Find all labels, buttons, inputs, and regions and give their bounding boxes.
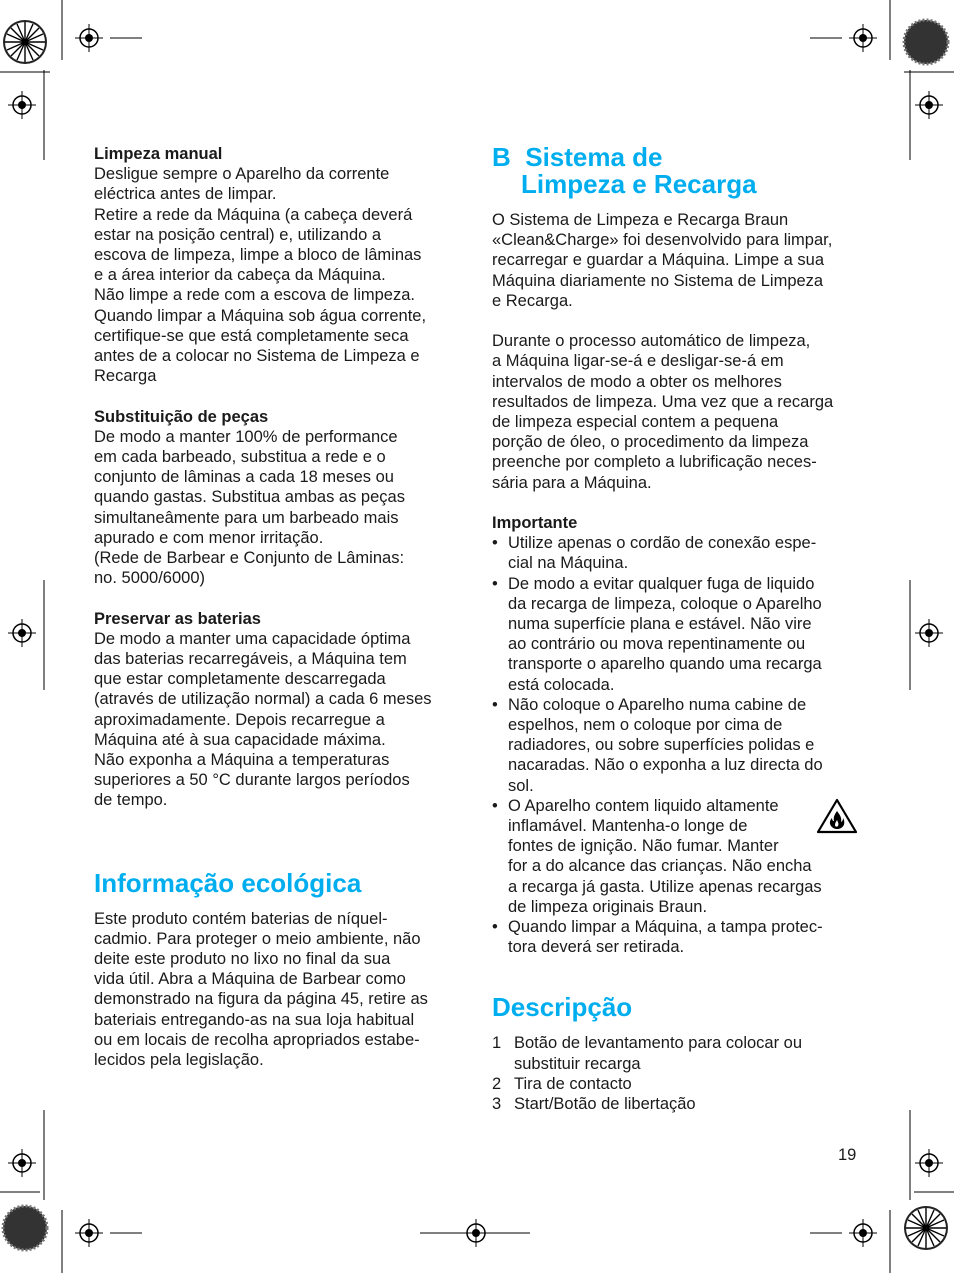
text-line: escova de limpeza, limpe a bloco de lâminas [94, 246, 422, 265]
text-line: está colocada. [508, 675, 615, 694]
text-line: bateriais entregando-as na sua loja habitual [94, 1010, 415, 1029]
text-line: Retire a rede da Máquina (a cabeça deverá [94, 205, 413, 224]
text-line: Quando limpar a Máquina, a tampa protec- [508, 918, 823, 937]
limpeza-manual-text [94, 164, 459, 386]
item-number: 2 [492, 1074, 502, 1093]
text-line: fontes de ignição. Não fumar. Manter [508, 837, 779, 856]
heading-line: Limpeza e Recarga [521, 169, 757, 199]
heading-sistema [492, 144, 858, 198]
text-line: O Aparelho contem liquido altamente [508, 796, 779, 815]
item-number: 3 [492, 1095, 502, 1114]
text-line: eléctrica antes de limpar. [94, 185, 277, 204]
heading-line: B Sistema de [492, 142, 663, 172]
right-column [492, 144, 858, 1114]
text-line: apurado e com menor irritação. [94, 528, 324, 547]
text-line: Não exponha a Máquina a temperaturas [94, 751, 390, 770]
bullet-icon: • [492, 918, 498, 937]
text-line: Máquina diariamente no Sistema de Limpeza [492, 271, 824, 290]
heading-informacao-ecologica: Informação ecológica [94, 867, 362, 898]
text-line: recarregar e guardar a Máquina. Limpe a sua [492, 251, 825, 270]
text-line: e a área interior da cabeça da Máquina. [94, 266, 386, 285]
flammable-warning-icon [816, 798, 858, 834]
list-item [492, 574, 858, 695]
text-line: lecidos pela legislação. [94, 1051, 264, 1070]
section-title-limpeza-manual: Limpeza manual [94, 145, 223, 163]
list-item [492, 533, 858, 573]
bullet-icon: • [492, 796, 498, 815]
text-line: intervalos de modo a obter os melhores [492, 372, 782, 391]
bullet-icon: • [492, 534, 498, 553]
substituicao-text [94, 427, 459, 589]
text-line: De modo a manter uma capacidade óptima [94, 629, 411, 648]
text-line: aproximadamente. Depois recarregue a [94, 710, 385, 729]
list-item [492, 1033, 858, 1073]
text-line: numa superfície plana e estável. Não vire [508, 615, 812, 634]
text-line: simultaneâmente para um barbeado mais [94, 508, 399, 527]
sistema-para-2 [492, 331, 858, 493]
text-line: Este produto contém baterias de níquel- [94, 909, 388, 928]
text-line: transporte o aparelho quando uma recarga [508, 655, 822, 674]
text-line: (Rede de Barbear e Conjunto de Lâminas: [94, 549, 405, 568]
text-line: «Clean&Charge» foi desenvolvido para limpar, [492, 231, 833, 250]
text-line: Quando limpar a Máquina sob água corrente, [94, 306, 427, 325]
text-line: demonstrado na figura da página 45, retire as [94, 990, 428, 1009]
text-line: Recarga [94, 367, 157, 386]
bullet-icon: • [492, 574, 498, 593]
text-line: Desligue sempre o Aparelho da corrente [94, 165, 390, 184]
text-line: vida útil. Abra a Máquina de Barbear como [94, 970, 406, 989]
section-title-baterias: Preservar as baterias [94, 609, 261, 628]
text-line: porção de óleo, o procedimento da limpeza [492, 433, 809, 452]
text-line: inflamável. Mantenha-o longe de [508, 817, 748, 836]
text-line: Não limpe a rede com a escova de limpeza. [94, 286, 415, 305]
text-line: conjunto de lâminas a cada 18 meses ou [94, 468, 394, 487]
text-line: de tempo. [94, 791, 168, 810]
text-line: Botão de levantamento para colocar ou [514, 1034, 803, 1053]
text-line: em cada barbeado, substitua a rede e o [94, 448, 386, 467]
text-line: preenche por completo a lubrificação neces- [492, 453, 817, 472]
list-item [492, 796, 858, 917]
text-line: de limpeza originais Braun. [508, 897, 708, 916]
text-line: certifique-se que está completamente seca [94, 326, 409, 345]
text-line: for a do alcance das crianças. Não encha [508, 857, 812, 876]
text-line: espelhos, nem o coloque por cima de [508, 716, 783, 735]
text-line: nacaradas. Não o exponha a luz directa do [508, 756, 823, 775]
text-line: da recarga de limpeza, coloque o Aparelho [508, 594, 822, 613]
text-line: Durante o processo automático de limpeza, [492, 332, 811, 351]
text-line: cial na Máquina. [508, 554, 629, 573]
text-line: e Recarga. [492, 291, 573, 310]
text-line: a recarga já gasta. Utilize apenas recargas [508, 877, 822, 896]
text-line: quando gastas. Substitua ambas as peças [94, 488, 405, 507]
text-line: ou em locais de recolha apropriados estabe- [94, 1030, 420, 1049]
text-line: a Máquina ligar-se-á e desligar-se-á em [492, 352, 784, 371]
text-line: Utilize apenas o cordão de conexão espe- [508, 534, 817, 553]
text-line: O Sistema de Limpeza e Recarga Braun [492, 211, 789, 229]
list-item [492, 1094, 858, 1114]
text-line: Tira de contacto [514, 1074, 632, 1093]
text-line: Máquina até à sua capacidade máxima. [94, 730, 386, 749]
text-line: estar na posição central) e, utilizando a [94, 225, 382, 244]
text-line: tora deverá ser retirada. [508, 938, 685, 957]
list-item [492, 695, 858, 796]
text-line: de limpeza especial contem a pequena [492, 413, 779, 432]
section-title-substituicao: Substituição de peças [94, 407, 269, 426]
text-line: Não coloque o Aparelho numa cabine de [508, 695, 807, 714]
list-item [492, 917, 858, 957]
text-line: ao contrário ou mova repentinamente ou [508, 635, 806, 654]
text-line: no. 5000/6000) [94, 569, 206, 588]
page-number: 19 [838, 1146, 857, 1164]
text-line: cadmio. Para proteger o meio ambiente, não [94, 929, 421, 948]
text-line: deite este produto no lixo no final da sua [94, 950, 391, 969]
left-column [94, 144, 459, 1070]
text-line: sol. [508, 776, 534, 795]
sistema-para-1 [492, 210, 858, 311]
text-line: radiadores, ou sobre superfícies polidas e [508, 736, 815, 755]
text-line: Start/Botão de libertação [514, 1095, 696, 1114]
text-line: superiores a 50 °C durante largos períodos [94, 771, 410, 790]
text-line: (através de utilização normal) a cada 6 meses [94, 690, 432, 709]
text-line: antes de a colocar no Sistema de Limpeza e [94, 347, 420, 366]
eco-text [94, 909, 459, 1071]
text-line: resultados de limpeza. Uma vez que a recarga [492, 392, 834, 411]
section-title-importante: Importante [492, 514, 578, 533]
text-line: sária para a Máquina. [492, 473, 652, 492]
heading-descripcao: Descripção [492, 992, 633, 1023]
text-line: que estar completamente descarregada [94, 670, 386, 689]
text-line: das baterias recarregáveis, a Máquina tem [94, 650, 407, 669]
baterias-text [94, 629, 459, 811]
text-line: De modo a evitar qualquer fuga de liquido [508, 574, 815, 593]
text-line: substituir recarga [514, 1054, 641, 1073]
item-number: 1 [492, 1034, 502, 1053]
list-item [492, 1074, 858, 1094]
bullet-icon: • [492, 695, 498, 714]
text-line: De modo a manter 100% de performance [94, 427, 398, 446]
